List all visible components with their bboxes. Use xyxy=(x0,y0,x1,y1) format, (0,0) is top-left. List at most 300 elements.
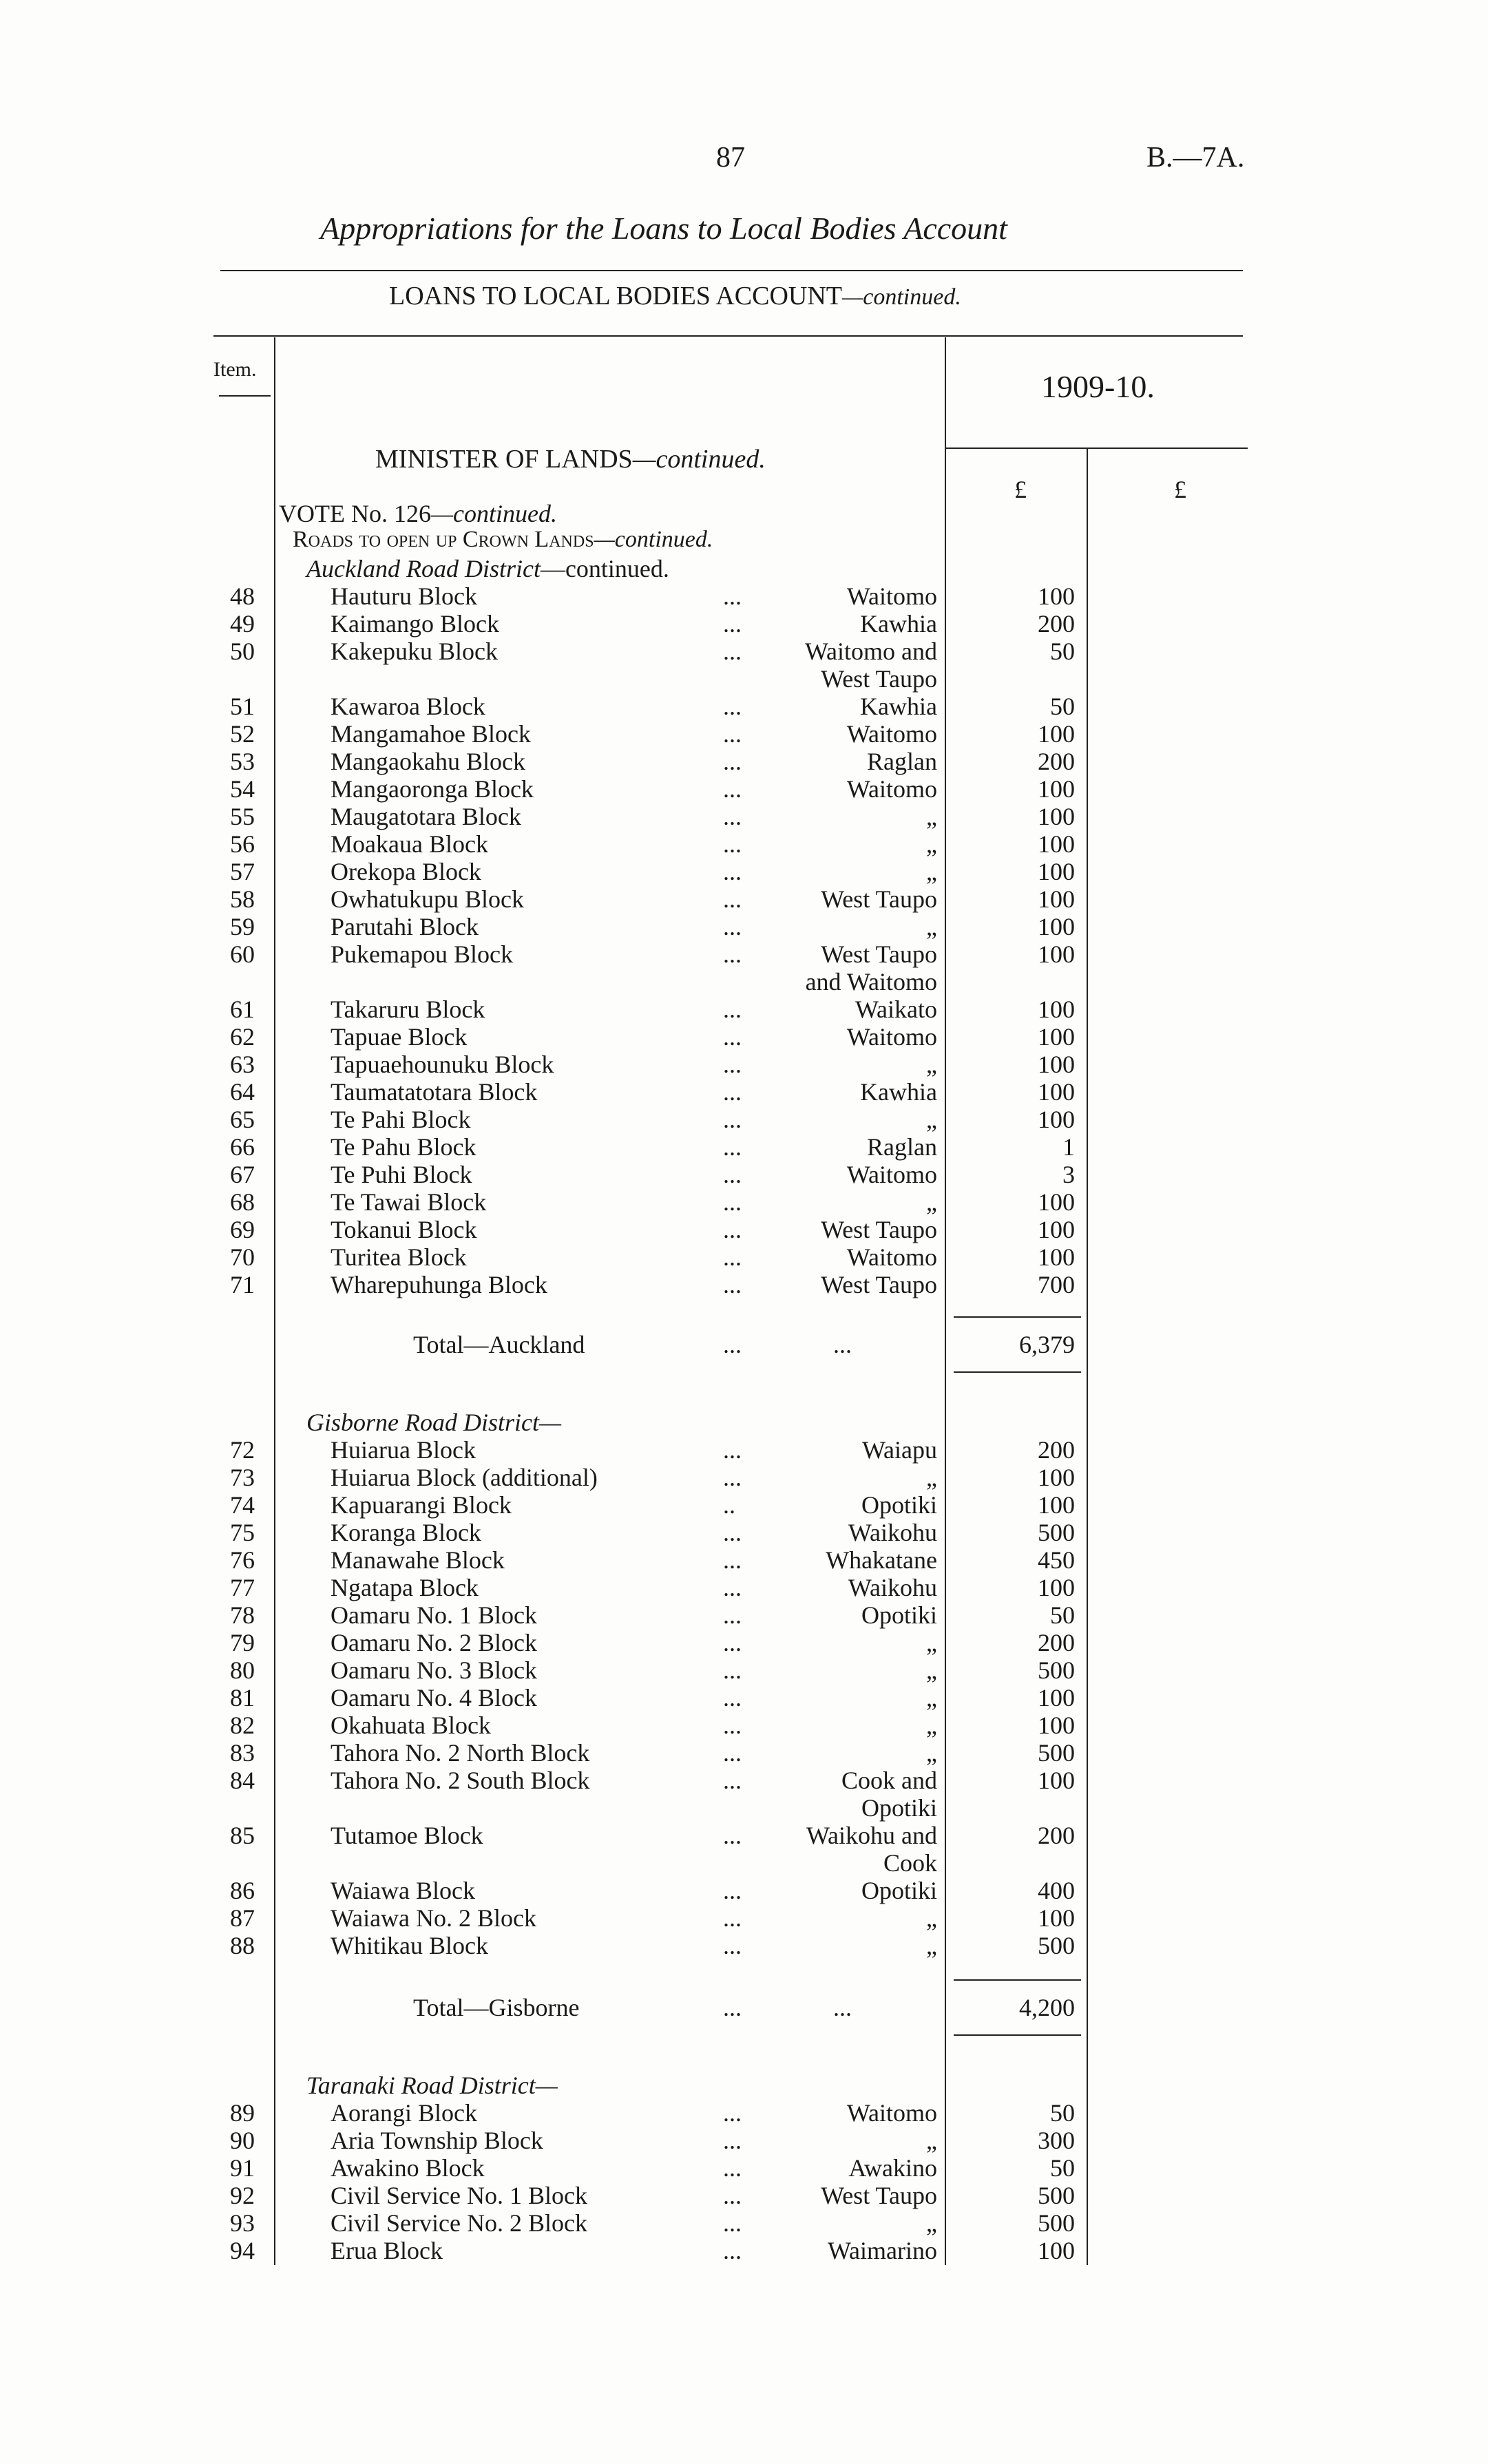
amount-value: 400 xyxy=(1038,1877,1075,1904)
amount-value: 50 xyxy=(1050,638,1075,665)
table-row xyxy=(0,1077,1488,1105)
table-row xyxy=(0,1821,1488,1877)
page-number: 87 xyxy=(716,142,745,173)
item-number: 75 xyxy=(230,1519,255,1546)
table-row xyxy=(0,1160,1488,1188)
electoral-district: „ xyxy=(926,830,937,858)
electoral-district: „ xyxy=(926,1656,937,1684)
leader-dots: ... xyxy=(723,1739,742,1767)
leader-dots: ... xyxy=(723,748,742,775)
amount-value: 500 xyxy=(1038,1519,1075,1546)
amount-value: 450 xyxy=(1038,1546,1075,1574)
item-number: 76 xyxy=(230,1546,255,1574)
leader-dots: ... xyxy=(723,1932,742,1959)
block-name: Waiawa No. 2 Block xyxy=(331,1904,537,1932)
block-name: Awakino Block xyxy=(331,2154,485,2182)
leader-dots: ... xyxy=(723,996,742,1023)
leader-dots: ... xyxy=(723,1767,742,1794)
block-name: Moakaua Block xyxy=(331,830,488,858)
leader-dots: ... xyxy=(723,1464,742,1491)
leader-dots: ... xyxy=(723,2099,742,2127)
year-header-underline xyxy=(945,447,1248,449)
gisborne-total-rule-top xyxy=(954,1979,1081,1981)
block-name: Parutahi Block xyxy=(331,913,479,940)
item-number: 72 xyxy=(230,1436,255,1464)
block-name: Tokanui Block xyxy=(331,1216,477,1243)
fiscal-year-header: 1909-10. xyxy=(1041,369,1155,404)
leader-dots: ... xyxy=(723,1574,742,1601)
amount-value: 500 xyxy=(1038,1932,1075,1959)
table-row xyxy=(0,1628,1488,1656)
leader-dots: ... xyxy=(723,2182,742,2209)
table-row xyxy=(0,1270,1488,1298)
table-row xyxy=(0,1601,1488,1628)
leader-dots: ... xyxy=(723,1106,742,1133)
leader-dots: ... xyxy=(723,2154,742,2182)
block-name: Aorangi Block xyxy=(331,2099,477,2127)
item-number: 85 xyxy=(230,1822,255,1849)
roads-heading-text: Roads to open up Crown Lands xyxy=(293,527,594,552)
vote-heading-suffix: —continued. xyxy=(430,500,557,527)
minister-heading-text: MINISTER OF LANDS xyxy=(375,445,633,474)
subtitle-divider xyxy=(213,335,1243,337)
item-number: 61 xyxy=(230,996,255,1023)
amount-value: 200 xyxy=(1038,1436,1075,1464)
item-number: 82 xyxy=(230,1712,255,1739)
item-number: 50 xyxy=(230,638,255,665)
roads-heading xyxy=(293,527,713,553)
item-number: 74 xyxy=(230,1491,255,1519)
item-number: 63 xyxy=(230,1051,255,1078)
subtitle-text: LOANS TO LOCAL BODIES ACCOUNT xyxy=(389,282,843,310)
item-number: 93 xyxy=(230,2209,255,2237)
electoral-district: „ xyxy=(926,1712,937,1739)
electoral-district: „ xyxy=(926,1739,937,1767)
block-name: Maugatotara Block xyxy=(331,803,521,830)
table-row xyxy=(0,857,1488,885)
electoral-district: West Taupo xyxy=(821,1271,937,1298)
leader-dots: ... xyxy=(723,1216,742,1243)
auckland-total-rule-bottom xyxy=(954,1371,1081,1373)
item-number: 88 xyxy=(230,1932,255,1959)
electoral-district: Waitomo xyxy=(846,1161,937,1188)
amount-value: 100 xyxy=(1038,830,1075,858)
electoral-district: Waitomo xyxy=(846,582,937,610)
total-amount: 4,200 xyxy=(1019,1994,1075,2021)
item-number: 53 xyxy=(230,748,255,775)
electoral-district: West Taupo xyxy=(821,665,937,693)
table-row xyxy=(0,1243,1488,1270)
table-row xyxy=(0,995,1488,1022)
item-number: 86 xyxy=(230,1877,255,1904)
amount-value: 200 xyxy=(1038,610,1075,638)
amount-value: 100 xyxy=(1038,803,1075,830)
item-number: 68 xyxy=(230,1188,255,1216)
block-name: Owhatukupu Block xyxy=(331,885,524,913)
auckland-heading-text: Auckland Road District xyxy=(306,555,541,582)
leader-dots: ... xyxy=(723,1436,742,1464)
table-row xyxy=(0,1876,1488,1904)
table-row xyxy=(0,940,1488,996)
item-number: 54 xyxy=(230,775,255,803)
block-name: Te Pahu Block xyxy=(331,1133,476,1161)
table-row xyxy=(0,1518,1488,1546)
table-row xyxy=(0,1904,1488,1931)
block-name: Oamaru No. 2 Block xyxy=(331,1629,537,1656)
electoral-district: „ xyxy=(926,858,937,885)
table-row xyxy=(0,2098,1488,2126)
block-name: Turitea Block xyxy=(331,1243,467,1271)
block-name: Tahora No. 2 South Block xyxy=(331,1767,590,1794)
table-row xyxy=(0,1435,1488,1463)
minister-heading xyxy=(375,444,766,474)
item-number: 57 xyxy=(230,858,255,885)
block-name: Hauturu Block xyxy=(331,582,477,610)
leader-dots: ... xyxy=(723,638,742,665)
item-number: 81 xyxy=(230,1684,255,1712)
block-name: Kawaroa Block xyxy=(331,693,485,720)
leader-dots: .. xyxy=(723,1491,735,1519)
block-name: Te Puhi Block xyxy=(331,1161,472,1188)
item-number: 62 xyxy=(230,1023,255,1051)
amount-value: 50 xyxy=(1050,2154,1075,2182)
electoral-district: Cook and xyxy=(841,1767,937,1794)
table-row xyxy=(0,1931,1488,1959)
amount-value: 100 xyxy=(1038,1106,1075,1133)
electoral-district: Opotiki xyxy=(861,1491,937,1519)
electoral-district: Waitomo xyxy=(846,1023,937,1051)
item-number: 71 xyxy=(230,1271,255,1298)
block-name: Tapuae Block xyxy=(331,1023,468,1051)
item-number: 56 xyxy=(230,830,255,858)
leader-dots: ... xyxy=(723,1188,742,1216)
pound-symbol-column-1: £ xyxy=(1014,476,1027,503)
total-label: Total—Auckland xyxy=(413,1331,585,1358)
page-title: Appropriations for the Loans to Local Bodies Account xyxy=(320,211,1007,246)
electoral-district: Opotiki xyxy=(861,1794,937,1822)
electoral-district: Opotiki xyxy=(861,1877,937,1904)
electoral-district: Awakino xyxy=(848,2154,937,2182)
electoral-district: „ xyxy=(926,1051,937,1078)
block-name: Okahuata Block xyxy=(331,1712,491,1739)
amount-value: 100 xyxy=(1038,1464,1075,1491)
amount-value: 100 xyxy=(1038,1904,1075,1932)
item-number: 64 xyxy=(230,1078,255,1106)
table-row xyxy=(0,582,1488,609)
leader-dots: ... xyxy=(723,1712,742,1739)
item-number: 65 xyxy=(230,1106,255,1133)
table-row xyxy=(0,2154,1488,2181)
table-row xyxy=(0,802,1488,830)
leader-dots: ... xyxy=(833,1331,852,1358)
pound-symbol-column-2: £ xyxy=(1174,476,1186,503)
block-name: Te Pahi Block xyxy=(331,1106,471,1133)
vote-heading-text: VOTE No. 126 xyxy=(279,500,431,527)
amount-value: 500 xyxy=(1038,1656,1075,1684)
block-name: Oamaru No. 3 Block xyxy=(331,1656,537,1684)
block-name: Takaruru Block xyxy=(331,996,485,1023)
table-row xyxy=(0,1050,1488,1077)
leader-dots: ... xyxy=(723,803,742,830)
leader-dots: ... xyxy=(723,1994,742,2021)
title-divider xyxy=(220,270,1243,271)
leader-dots: ... xyxy=(723,693,742,720)
item-number: 55 xyxy=(230,803,255,830)
table-row xyxy=(0,1188,1488,1215)
block-name: Whitikau Block xyxy=(331,1932,488,1959)
block-name: Kaimango Block xyxy=(331,610,499,638)
block-name: Tahora No. 2 North Block xyxy=(331,1739,590,1767)
amount-value: 500 xyxy=(1038,2209,1075,2237)
table-row xyxy=(0,637,1488,693)
leader-dots: ... xyxy=(723,858,742,885)
amount-value: 100 xyxy=(1038,913,1075,940)
leader-dots: ... xyxy=(723,830,742,858)
item-column-header: Item. xyxy=(213,358,257,381)
gisborne-total-rule-bottom xyxy=(954,2034,1081,2036)
table-row xyxy=(0,1683,1488,1711)
item-number: 70 xyxy=(230,1243,255,1271)
electoral-district: Waitomo xyxy=(846,720,937,748)
leader-dots: ... xyxy=(723,1684,742,1712)
amount-value: 50 xyxy=(1050,693,1075,720)
leader-dots: ... xyxy=(723,1877,742,1904)
leader-dots: ... xyxy=(723,1601,742,1629)
item-number: 49 xyxy=(230,610,255,638)
item-number: 84 xyxy=(230,1767,255,1794)
electoral-district: Raglan xyxy=(867,748,937,775)
electoral-district: Cook xyxy=(883,1849,937,1877)
block-name: Tutamoe Block xyxy=(331,1822,483,1849)
total-amount: 6,379 xyxy=(1019,1331,1075,1358)
table-row xyxy=(0,609,1488,637)
electoral-district: Waitomo xyxy=(846,775,937,803)
table-row xyxy=(0,2209,1488,2236)
block-name: Manawahe Block xyxy=(331,1546,505,1574)
item-number: 89 xyxy=(230,2099,255,2127)
leader-dots: ... xyxy=(723,610,742,638)
leader-dots: ... xyxy=(723,885,742,913)
leader-dots: ... xyxy=(723,940,742,968)
electoral-district: „ xyxy=(926,1464,937,1491)
amount-value: 100 xyxy=(1038,2237,1075,2264)
item-number: 90 xyxy=(230,2127,255,2154)
table-row xyxy=(0,1766,1488,1822)
leader-dots: ... xyxy=(723,582,742,610)
block-name: Wharepuhunga Block xyxy=(331,1271,547,1298)
item-number: 77 xyxy=(230,1574,255,1601)
leader-dots: ... xyxy=(723,2127,742,2154)
block-name: Waiawa Block xyxy=(331,1877,476,1904)
section-subtitle xyxy=(389,281,961,311)
electoral-district: West Taupo xyxy=(821,1216,937,1243)
electoral-district: „ xyxy=(926,2209,937,2237)
amount-value: 100 xyxy=(1038,1078,1075,1106)
amount-value: 1 xyxy=(1062,1133,1075,1161)
electoral-district: Waikohu xyxy=(848,1574,937,1601)
amount-value: 700 xyxy=(1038,1271,1075,1298)
amount-value: 3 xyxy=(1062,1161,1075,1188)
table-row xyxy=(0,1105,1488,1133)
block-name: Huiarua Block (additional) xyxy=(331,1464,598,1491)
auckland-district-heading xyxy=(306,554,669,583)
electoral-district: Waimarino xyxy=(827,2237,937,2264)
item-number: 83 xyxy=(230,1739,255,1767)
amount-value: 50 xyxy=(1050,2099,1075,2127)
electoral-district: Raglan xyxy=(867,1133,937,1161)
leader-dots: ... xyxy=(723,1822,742,1849)
electoral-district: Waikato xyxy=(855,996,937,1023)
block-name: Orekopa Block xyxy=(331,858,481,885)
block-name: Mangaoronga Block xyxy=(331,775,534,803)
electoral-district: „ xyxy=(926,1106,937,1133)
table-row xyxy=(0,719,1488,747)
block-name: Kapuarangi Block xyxy=(331,1491,512,1519)
amount-value: 500 xyxy=(1038,2182,1075,2209)
electoral-district: „ xyxy=(926,1684,937,1712)
electoral-district: Kawhia xyxy=(860,610,937,638)
table-row xyxy=(0,1711,1488,1738)
block-name: Aria Township Block xyxy=(331,2127,543,2154)
amount-value: 100 xyxy=(1038,1684,1075,1712)
leader-dots: ... xyxy=(723,1331,742,1358)
leader-dots: ... xyxy=(723,2237,742,2264)
total-row xyxy=(0,1993,1488,2021)
electoral-district: West Taupo xyxy=(821,940,937,968)
amount-value: 100 xyxy=(1038,1712,1075,1739)
electoral-district: Waikohu xyxy=(848,1519,937,1546)
subtitle-suffix: —continued. xyxy=(842,284,961,310)
leader-dots: ... xyxy=(723,1629,742,1656)
leader-dots: ... xyxy=(723,1078,742,1106)
block-name: Mangamahoe Block xyxy=(331,720,531,748)
amount-value: 100 xyxy=(1038,1216,1075,1243)
item-number: 67 xyxy=(230,1161,255,1188)
table-row xyxy=(0,830,1488,857)
item-number: 87 xyxy=(230,1904,255,1932)
electoral-district: Waitomo and xyxy=(804,638,937,665)
table-row xyxy=(0,775,1488,802)
amount-value: 200 xyxy=(1038,748,1075,775)
leader-dots: ... xyxy=(723,1243,742,1271)
electoral-district: and Waitomo xyxy=(805,968,937,996)
gisborne-district-heading: Gisborne Road District— xyxy=(306,1409,562,1436)
leader-dots: ... xyxy=(723,775,742,803)
leader-dots: ... xyxy=(723,913,742,940)
amount-value: 100 xyxy=(1038,1767,1075,1794)
electoral-district: West Taupo xyxy=(821,2182,937,2209)
leader-dots: ... xyxy=(723,1023,742,1051)
leader-dots: ... xyxy=(723,1656,742,1684)
electoral-district: Waiapu xyxy=(861,1436,937,1464)
amount-value: 300 xyxy=(1038,2127,1075,2154)
electoral-district: „ xyxy=(926,2127,937,2154)
leader-dots: ... xyxy=(723,720,742,748)
roads-heading-suffix: —continued. xyxy=(594,527,713,552)
block-name: Te Tawai Block xyxy=(331,1188,487,1216)
table-row xyxy=(0,1491,1488,1518)
electoral-district: „ xyxy=(926,1188,937,1216)
electoral-district: Whakatane xyxy=(826,1546,937,1574)
amount-value: 200 xyxy=(1038,1629,1075,1656)
table-row xyxy=(0,1215,1488,1243)
electoral-district: „ xyxy=(926,1629,937,1656)
amount-value: 100 xyxy=(1038,1188,1075,1216)
amount-value: 100 xyxy=(1038,858,1075,885)
leader-dots: ... xyxy=(723,2209,742,2237)
electoral-district: „ xyxy=(926,913,937,940)
auckland-total-rule-top xyxy=(954,1316,1081,1318)
electoral-district: „ xyxy=(926,1932,937,1959)
table-row xyxy=(0,1656,1488,1683)
leader-dots: ... xyxy=(723,1904,742,1932)
amount-value: 100 xyxy=(1038,940,1075,968)
total-label: Total—Gisborne xyxy=(413,1994,580,2021)
block-name: Civil Service No. 1 Block xyxy=(331,2182,587,2209)
electoral-district: „ xyxy=(926,1904,937,1932)
table-row xyxy=(0,692,1488,719)
amount-value: 100 xyxy=(1038,720,1075,748)
leader-dots: ... xyxy=(723,1161,742,1188)
leader-dots: ... xyxy=(723,1051,742,1078)
leader-dots: ... xyxy=(723,1133,742,1161)
leader-dots: ... xyxy=(723,1271,742,1298)
block-name: Oamaru No. 1 Block xyxy=(331,1601,537,1629)
table-row xyxy=(0,1463,1488,1491)
item-number: 51 xyxy=(230,693,255,720)
table-row xyxy=(0,1022,1488,1050)
auckland-heading-suffix: —continued. xyxy=(540,555,669,582)
block-name: Koranga Block xyxy=(331,1519,481,1546)
amount-value: 100 xyxy=(1038,996,1075,1023)
item-number: 92 xyxy=(230,2182,255,2209)
block-name: Taumatatotara Block xyxy=(331,1078,538,1106)
amount-value: 100 xyxy=(1038,1243,1075,1271)
vote-heading xyxy=(279,499,557,528)
amount-value: 100 xyxy=(1038,1051,1075,1078)
block-name: Pukemapou Block xyxy=(331,940,513,968)
electoral-district: Opotiki xyxy=(861,1601,937,1629)
electoral-district: Kawhia xyxy=(860,1078,937,1106)
amount-value: 100 xyxy=(1038,885,1075,913)
electoral-district: West Taupo xyxy=(821,885,937,913)
item-number: 58 xyxy=(230,885,255,913)
item-number: 52 xyxy=(230,720,255,748)
table-row xyxy=(0,912,1488,940)
item-number: 59 xyxy=(230,913,255,940)
amount-value: 500 xyxy=(1038,1739,1075,1767)
document-reference: B.—7A. xyxy=(1146,142,1245,173)
leader-dots: ... xyxy=(723,1546,742,1574)
item-number: 80 xyxy=(230,1656,255,1684)
item-header-underline xyxy=(219,395,271,397)
item-number: 60 xyxy=(230,940,255,968)
item-number: 66 xyxy=(230,1133,255,1161)
table-row xyxy=(0,747,1488,775)
block-name: Civil Service No. 2 Block xyxy=(331,2209,587,2237)
amount-value: 100 xyxy=(1038,1491,1075,1519)
table-row xyxy=(0,885,1488,912)
electoral-district: Waitomo xyxy=(846,1243,937,1271)
amount-value: 50 xyxy=(1050,1601,1075,1629)
electoral-district: „ xyxy=(926,803,937,830)
total-row xyxy=(0,1330,1488,1358)
electoral-district: Kawhia xyxy=(860,693,937,720)
item-number: 69 xyxy=(230,1216,255,1243)
amount-value: 100 xyxy=(1038,775,1075,803)
block-name: Oamaru No. 4 Block xyxy=(331,1684,537,1712)
block-name: Mangaokahu Block xyxy=(331,748,525,775)
